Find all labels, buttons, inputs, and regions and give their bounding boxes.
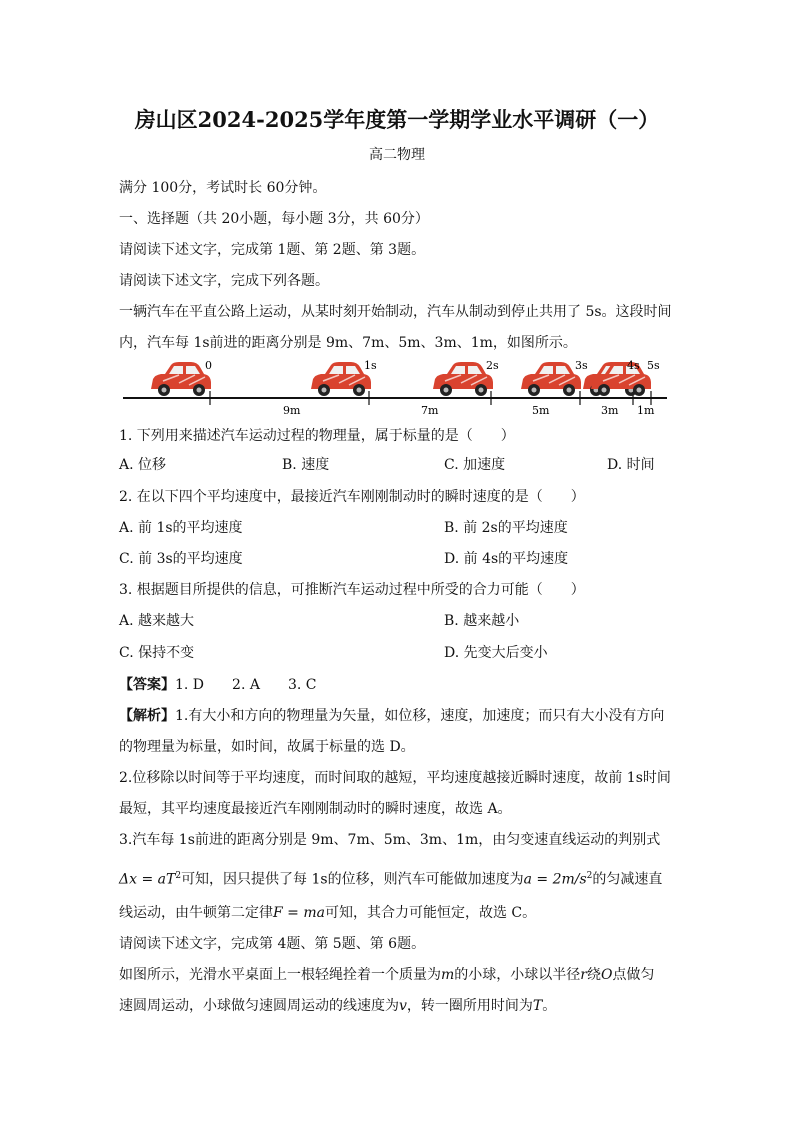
- car-icon: [311, 362, 371, 396]
- distance-label: 9m: [283, 404, 301, 417]
- car-icon: [591, 362, 651, 396]
- formula: Δx = aT: [119, 871, 176, 888]
- passage-text: 如图所示，光滑水平桌面上一根轻绳拴着一个质量为m的小球，小球以半径r绕O点做匀: [119, 967, 655, 983]
- passage-text: 内，汽车每 1s前进的距离分别是 9m、7m、5m、3m、1m，如图所示。: [119, 335, 577, 351]
- analysis-text: 线运动，由牛顿第二定律: [119, 905, 273, 921]
- time-label: 0: [205, 359, 212, 372]
- analysis-text: 的匀减速直: [592, 871, 663, 888]
- reading-instruction: 请阅读下述文字，完成第 1题、第 2题、第 3题。: [119, 242, 426, 258]
- formula: a = 2m/s: [523, 871, 587, 888]
- question-stem: 1. 下列用来描述汽车运动过程的物理量，属于标量的是（ ）: [119, 428, 515, 444]
- analysis-text: 最短，其平均速度最接近汽车刚刚制动时的瞬时速度，故选 A。: [119, 801, 512, 817]
- option-a: A. 位移: [119, 457, 167, 473]
- exam-info: 满分 100分，考试时长 60分钟。: [119, 180, 327, 196]
- distance-label: 5m: [532, 404, 550, 417]
- option-c: C. 加速度: [444, 457, 506, 473]
- car-braking-figure: [119, 355, 669, 417]
- formula: F = ma: [273, 905, 325, 921]
- analysis-text: 可知，因只提供了每 1s的位移，则汽车可能做加速度为: [181, 871, 524, 888]
- answer-label: 【答案】: [119, 677, 175, 693]
- option-b: B. 越来越小: [444, 613, 520, 629]
- option-b: B. 速度: [282, 457, 330, 473]
- time-label: 5s: [647, 359, 660, 372]
- analysis-label: 【解析】: [119, 708, 175, 724]
- section-heading: 一、选择题（共 20小题，每小题 3分，共 60分）: [119, 211, 429, 227]
- time-label: 1s: [364, 359, 377, 372]
- analysis-text: 1.有大小和方向的物理量为矢量，如位移，速度，加速度；而只有大小没有方向: [175, 708, 665, 724]
- time-label: 2s: [486, 359, 499, 372]
- time-label: 3s: [575, 359, 588, 372]
- option-d: D. 先变大后变小: [444, 645, 548, 661]
- option-c: C. 前 3s的平均速度: [119, 551, 243, 567]
- reading-instruction: 请阅读下述文字，完成下列各题。: [119, 273, 329, 289]
- page-subtitle: 高二物理: [369, 147, 425, 163]
- analysis-line: [119, 706, 664, 726]
- distance-label: 7m: [421, 404, 439, 417]
- passage-text: 速圆周运动，小球做匀速圆周运动的线速度为v，转一圈所用时间为T。: [119, 998, 557, 1014]
- question-stem: 3. 根据题目所提供的信息，可推断汽车运动过程中所受的合力可能（ ）: [119, 582, 585, 598]
- analysis-text: 3.汽车每 1s前进的距离分别是 9m、7m、5m、3m、1m，由匀变速直线运动的判别式: [119, 832, 661, 848]
- question-stem: 2. 在以下四个平均速度中，最接近汽车刚刚制动时的瞬时速度的是（ ）: [119, 489, 585, 505]
- answer-text: 1. D 2. A 3. C: [175, 677, 317, 693]
- analysis-formula-line: [119, 903, 536, 923]
- analysis-text: 2.位移除以时间等于平均速度，而时间取的越短，平均速度越接近瞬时速度，故前 1s时间: [119, 770, 671, 786]
- option-a: A. 前 1s的平均速度: [119, 520, 243, 536]
- car-icon: [433, 362, 493, 396]
- analysis-text: 可知，其合力可能恒定，故选 C。: [324, 905, 537, 921]
- distance-label: 3m: [601, 404, 619, 417]
- reading-instruction: 请阅读下述文字，完成第 4题、第 5题、第 6题。: [119, 936, 426, 952]
- option-b: B. 前 2s的平均速度: [444, 520, 568, 536]
- distance-label: 1m: [637, 404, 655, 417]
- analysis-formula-line: $\Delta x = aT^2$可知，因只提供了每 1s的位移，则汽车可能做加速度为$a = 2m/s^2$的匀减速直: [119, 871, 663, 888]
- passage-text: 一辆汽车在平直公路上运动，从某时刻开始制动，汽车从制动到停止共用了 5s。这段时间: [119, 304, 672, 320]
- option-d: D. 前 4s的平均速度: [444, 551, 569, 567]
- time-label: 4s: [627, 359, 640, 372]
- car-icon: [521, 362, 581, 396]
- analysis-text: 的物理量为标量，如时间，故属于标量的选 D。: [119, 739, 415, 755]
- page-title: 房山区2024-2025学年度第一学期学业水平调研（一）: [134, 107, 660, 132]
- option-a: A. 越来越大: [119, 613, 195, 629]
- answer-line: [119, 675, 316, 695]
- car-icon: [151, 362, 211, 396]
- option-c: C. 保持不变: [119, 645, 195, 661]
- option-d: D. 时间: [607, 457, 655, 473]
